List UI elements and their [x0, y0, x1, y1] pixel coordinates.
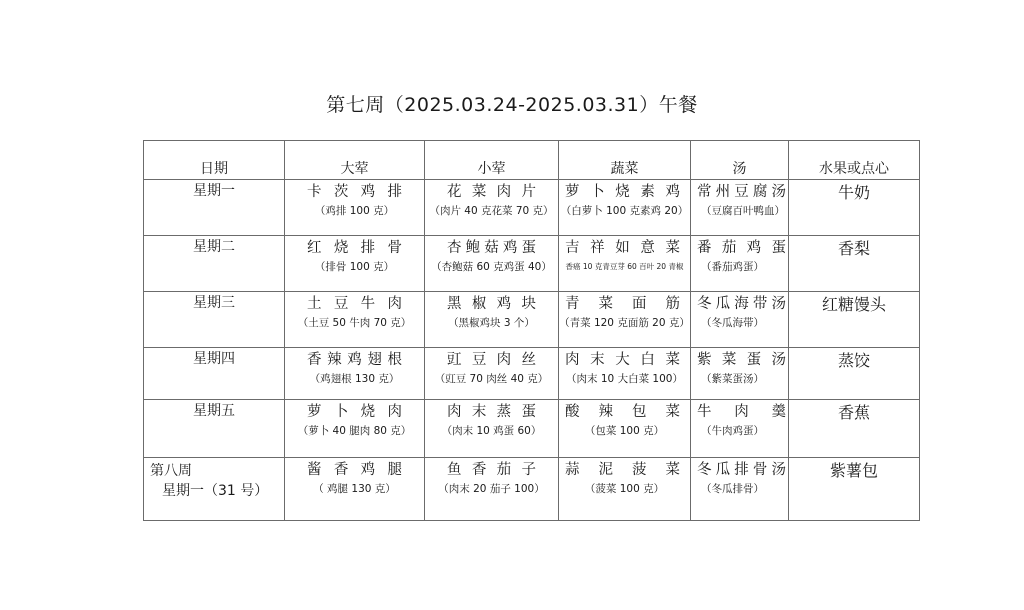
lunch-menu-table: [143, 140, 920, 521]
dish-name: 鱼香茄子: [447, 462, 536, 478]
dish-name: 紫菜蛋汤: [697, 352, 786, 368]
dish-note: 香癌 10 克青豆芽 60 百叶 20 青椒: [565, 262, 684, 271]
day-cell: [144, 458, 285, 521]
dish-name: 萝卜烧素鸡: [565, 184, 680, 200]
dish-name: 肉末蒸蛋: [447, 404, 536, 420]
big-meat-cell: [285, 236, 425, 292]
dish-name: 常州豆腐汤: [697, 184, 786, 200]
fruit-cell: 蒸饺: [789, 348, 920, 400]
big-meat-cell: [285, 458, 425, 521]
big-meat-cell: [285, 292, 425, 348]
fruit-cell: 香梨: [789, 236, 920, 292]
dish-name: 青菜面筋: [565, 296, 680, 312]
table-row: [144, 180, 920, 236]
vegetable-cell: [559, 292, 691, 348]
dish-note: （肉末 10 大白菜 100）: [566, 373, 683, 385]
dish-note: （冬瓜排骨）: [701, 483, 764, 495]
dish-note: （鸡翅根 130 克）: [309, 373, 400, 385]
day-cell: 星期一: [144, 180, 285, 236]
dish-name: 花菜肉片: [447, 184, 536, 200]
dish-note: （黑椒鸡块 3 个）: [448, 317, 535, 329]
fruit-cell: 红糖馒头: [789, 292, 920, 348]
soup-cell: [691, 458, 789, 521]
soup-cell: [691, 400, 789, 458]
vegetable-cell: [559, 400, 691, 458]
dish-name: 卡茨鸡排: [307, 184, 402, 200]
dish-note: （牛肉鸡蛋）: [701, 425, 764, 437]
dish-name: 冬瓜排骨汤: [697, 462, 786, 478]
dish-note: （冬瓜海带）: [701, 317, 764, 329]
header-day: 日期: [144, 141, 285, 180]
small-meat-cell: [425, 458, 559, 521]
big-meat-cell: [285, 180, 425, 236]
dish-name: 萝卜烧肉: [307, 404, 402, 420]
header-soup: 汤: [691, 141, 789, 180]
day-cell: 星期二: [144, 236, 285, 292]
dish-name: 土豆牛肉: [307, 296, 402, 312]
small-meat-cell: [425, 400, 559, 458]
table-row: [144, 236, 920, 292]
table-row: [144, 400, 920, 458]
page-title: 第七周（2025.03.24-2025.03.31）午餐: [326, 94, 698, 116]
dish-note: （鸡排 100 克）: [314, 205, 395, 217]
soup-cell: [691, 236, 789, 292]
dish-note: （肉末 20 茄子 100）: [438, 483, 545, 495]
dish-name: 牛肉羹: [697, 404, 786, 420]
dish-note: （排骨 100 克）: [314, 261, 395, 273]
small-meat-cell: [425, 292, 559, 348]
dish-note: （ 鸡腿 130 克）: [313, 483, 396, 495]
dish-name: 香辣鸡翅根: [307, 352, 402, 368]
vegetable-cell: [559, 348, 691, 400]
header-small-meat: 小荤: [425, 141, 559, 180]
table-row: [144, 348, 920, 400]
soup-cell: [691, 292, 789, 348]
vegetable-cell: [559, 236, 691, 292]
dish-name: 红烧排骨: [307, 240, 402, 256]
dish-name: 杏鲍菇鸡蛋: [447, 240, 536, 256]
vegetable-cell: [559, 180, 691, 236]
dish-name: 黑椒鸡块: [447, 296, 536, 312]
dish-note: （包菜 100 克）: [584, 425, 665, 437]
small-meat-cell: [425, 348, 559, 400]
dish-name: 酱香鸡腿: [307, 462, 402, 478]
fruit-cell: 紫薯包: [789, 458, 920, 521]
header-big-meat: 大荤: [285, 141, 425, 180]
day-cell: 星期四: [144, 348, 285, 400]
dish-note: （紫菜蛋汤）: [701, 373, 764, 385]
dish-note: （杏鲍菇 60 克鸡蛋 40）: [431, 261, 552, 273]
dish-name: 吉祥如意菜: [565, 240, 680, 256]
dish-note: （青菜 120 克面筋 20 克）: [559, 317, 690, 329]
table-row: [144, 458, 920, 521]
day-cell: 星期五: [144, 400, 285, 458]
dish-name: 番茄鸡蛋: [697, 240, 786, 256]
table-row: [144, 292, 920, 348]
dish-note: （萝卜 40 腿肉 80 克）: [297, 425, 412, 437]
dish-name: 豇豆肉丝: [447, 352, 536, 368]
fruit-cell: 牛奶: [789, 180, 920, 236]
big-meat-cell: [285, 348, 425, 400]
small-meat-cell: [425, 236, 559, 292]
dish-note: （豇豆 70 肉丝 40 克）: [434, 373, 549, 385]
dish-name: 冬瓜海带汤: [697, 296, 786, 312]
week-label: 第八周: [150, 463, 192, 479]
header-fruit: 水果或点心: [789, 141, 920, 180]
dish-note: （肉末 10 鸡蛋 60）: [441, 425, 542, 437]
header-vegetable: 蔬菜: [559, 141, 691, 180]
big-meat-cell: [285, 400, 425, 458]
day-label: 星期一（31 号）: [162, 483, 269, 499]
soup-cell: [691, 348, 789, 400]
dish-note: （白萝卜 100 克素鸡 20）: [560, 205, 689, 217]
dish-name: 酸辣包菜: [565, 404, 680, 420]
dish-note: （菠菜 100 克）: [584, 483, 665, 495]
table-header-row: [144, 141, 920, 180]
day-cell: 星期三: [144, 292, 285, 348]
dish-name: 肉末大白菜: [565, 352, 680, 368]
dish-note: （肉片 40 克花菜 70 克）: [429, 205, 554, 217]
fruit-cell: 香蕉: [789, 400, 920, 458]
soup-cell: [691, 180, 789, 236]
dish-note: （土豆 50 牛肉 70 克）: [297, 317, 412, 329]
dish-note: （番茄鸡蛋）: [701, 261, 764, 273]
vegetable-cell: [559, 458, 691, 521]
small-meat-cell: [425, 180, 559, 236]
dish-name: 蒜泥菠菜: [565, 462, 680, 478]
dish-note: （豆腐百叶鸭血）: [701, 205, 785, 217]
